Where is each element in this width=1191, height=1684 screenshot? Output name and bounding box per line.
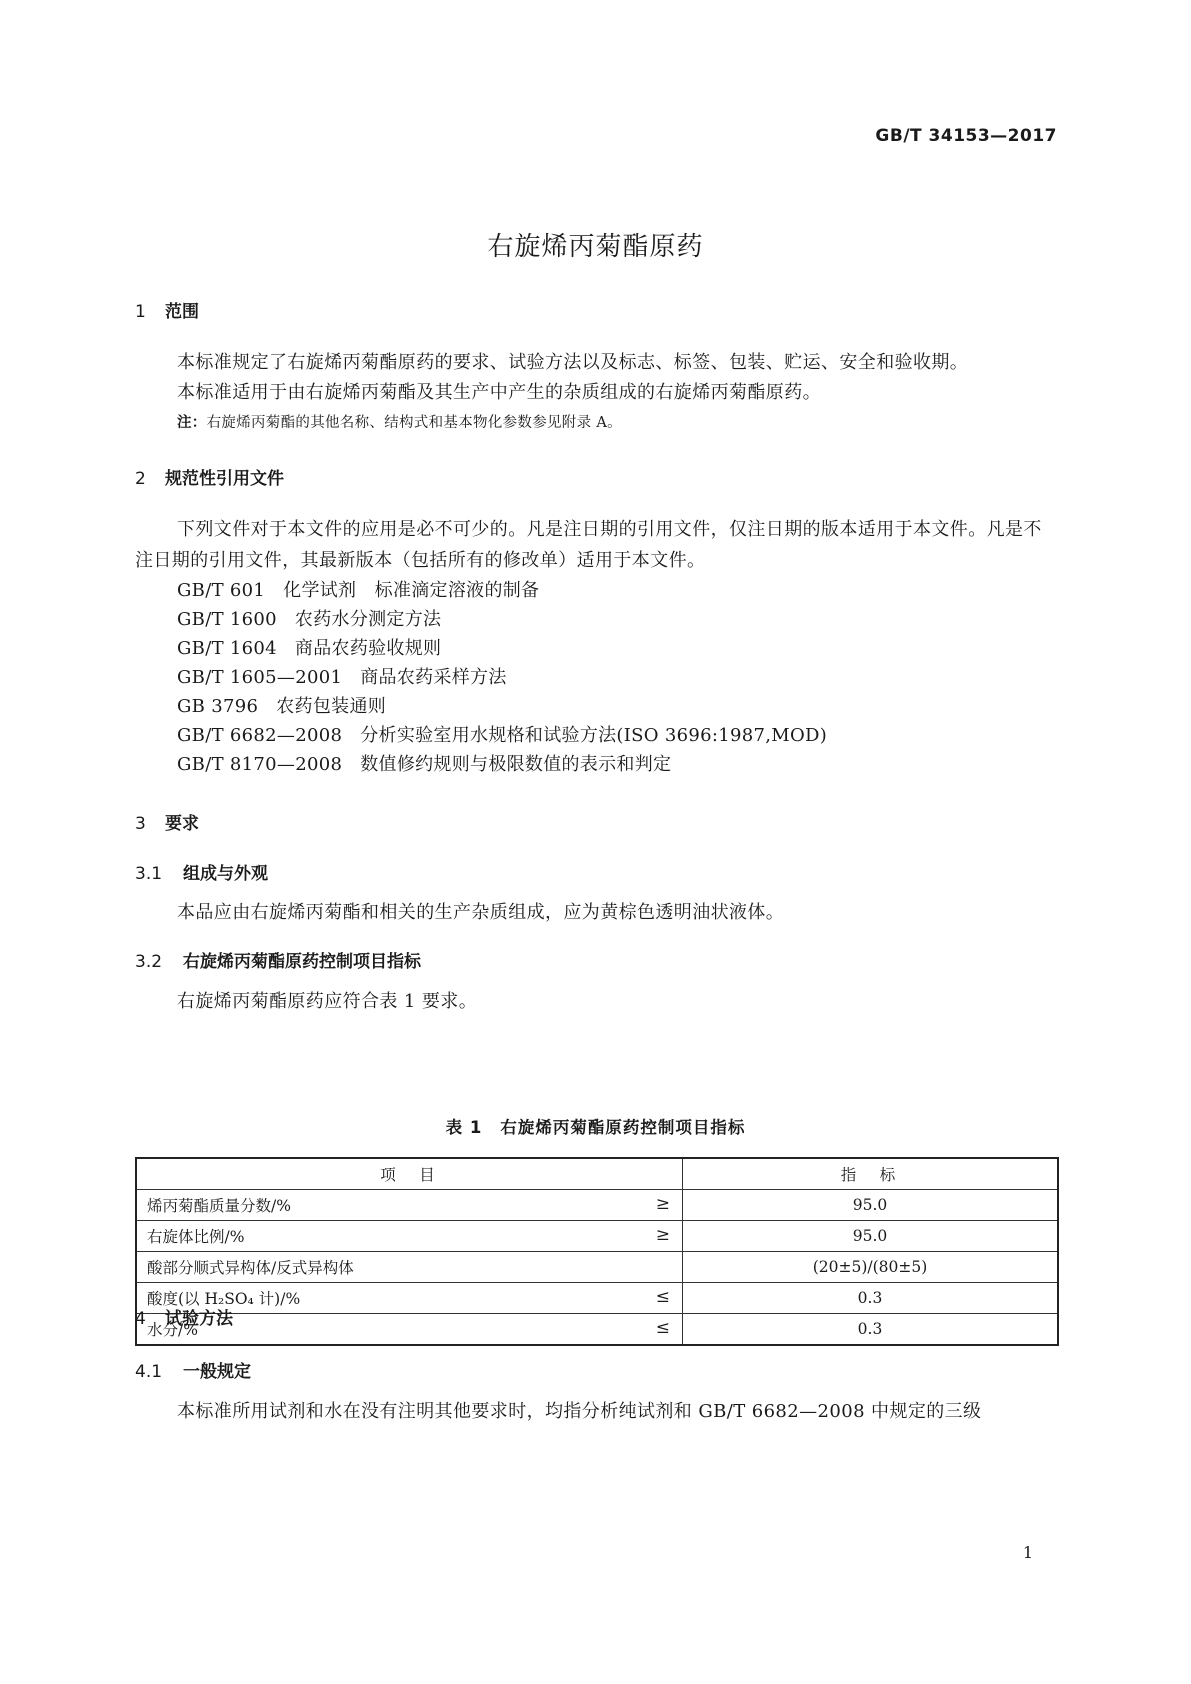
reference-code: GB/T 6682—2008 [177,725,343,746]
reference-item [177,721,827,747]
subsection-title: 组成与外观 [183,864,268,884]
section-3-2-heading [135,947,421,972]
table-row [136,1221,1058,1252]
row-value: 0.3 [683,1314,1059,1346]
row-item [136,1252,683,1283]
spec-table [135,1157,1059,1346]
section-1-heading [135,297,199,322]
row-item [136,1221,683,1252]
row-value: 95.0 [683,1221,1059,1252]
section-1-note [177,411,622,432]
reference-item [177,692,386,718]
section-number: 1 [135,302,146,322]
section-2-paragraph: 下列文件对于本文件的应用是必不可少的。凡是注日期的引用文件，仅注日期的版本适用于本文件。凡是不注日期的引用文件，其最新版本（包括所有的修改单）适用于本文件。 [135,519,1042,571]
table-row [136,1252,1058,1283]
table-header-row [136,1158,1058,1190]
operator-symbol: ≥ [655,1225,670,1245]
reference-title: 农药水分测定方法 [294,609,442,630]
reference-code: GB 3796 [177,696,259,717]
subsection-title: 一般规定 [183,1362,251,1382]
reference-code: GB/T 1600 [177,609,277,630]
row-value: (20±5)/(80±5) [683,1252,1059,1283]
section-number: 2 [135,469,146,489]
reference-item [177,634,441,660]
section-1-paragraph-2: 本标准适用于由右旋烯丙菊酯及其生产中产生的杂质组成的右旋烯丙菊酯原药。 [177,382,821,403]
section-3-2-paragraph: 右旋烯丙菊酯原药应符合表 1 要求。 [177,991,478,1012]
subsection-title: 右旋烯丙菊酯原药控制项目指标 [183,952,421,972]
reference-title: 数值修约规则与极限数值的表示和判定 [360,754,672,775]
section-number: 3 [135,814,146,834]
section-4-heading [135,1304,233,1329]
subsection-number: 3.1 [135,864,163,884]
item-label: 酸部分顺式异构体/反式异构体 [147,1259,354,1277]
section-title: 要求 [165,814,199,834]
section-title: 试验方法 [165,1309,233,1329]
section-4-1-paragraph: 本标准所用试剂和水在没有注明其他要求时，均指分析纯试剂和 GB/T 6682—2008 中规定的三级 [177,1401,982,1422]
item-label: 烯丙菊酯质量分数/% [147,1197,291,1215]
operator-symbol: ≥ [655,1194,670,1214]
section-number: 4 [135,1309,146,1329]
operator-symbol: ≤ [655,1287,670,1307]
table-row [136,1314,1058,1346]
row-item [136,1190,683,1221]
reference-title: 农药包装通则 [276,696,387,717]
note-text: 右旋烯丙菊酯的其他名称、结构式和基本物化参数参见附录 A。 [206,415,622,431]
table-row [136,1283,1058,1314]
reference-code: GB/T 8170—2008 [177,754,343,775]
table-number: 表 1 [445,1118,483,1137]
table-row [136,1190,1058,1221]
reference-item [177,605,441,631]
header-item: 项 目 [136,1158,683,1190]
reference-item [177,750,671,776]
header-value: 指 标 [683,1158,1059,1190]
item-label: 酸度(以 H₂SO₄ 计)/% [147,1290,301,1308]
reference-code: GB/T 601 [177,580,266,601]
row-value: 0.3 [683,1283,1059,1314]
reference-title: 分析实验室用水规格和试验方法(ISO 3696:1987,MOD) [360,725,828,746]
note-label: 注： [177,415,207,431]
section-3-1-heading [135,859,268,884]
subsection-number: 3.2 [135,952,163,972]
reference-code: GB/T 1605—2001 [177,667,343,688]
section-3-1-paragraph: 本品应由右旋烯丙菊酯和相关的生产杂质组成，应为黄棕色透明油状液体。 [177,902,785,923]
subsection-number: 4.1 [135,1362,163,1382]
document-title: 右旋烯丙菊酯原药 [487,232,704,262]
operator-symbol: ≤ [655,1318,670,1338]
section-title: 规范性引用文件 [165,469,284,489]
item-label: 水分/% [147,1321,198,1339]
reference-code: GB/T 1604 [177,638,277,659]
section-2-heading [135,464,284,489]
row-value: 95.0 [683,1190,1059,1221]
reference-title: 商品农药采样方法 [360,667,507,688]
standard-code: GB/T 34153—2017 [875,126,1057,146]
reference-item [177,576,539,602]
section-4-1-heading [135,1357,251,1382]
table-caption [0,1114,1191,1138]
section-title: 范围 [165,302,199,322]
reference-item [177,663,507,689]
reference-title: 化学试剂 标准滴定溶液的制备 [283,580,540,601]
section-1-paragraph-1: 本标准规定了右旋烯丙菊酯原药的要求、试验方法以及标志、标签、包装、贮运、安全和验收期。 [177,352,969,373]
reference-title: 商品农药验收规则 [294,638,442,659]
page-number: 1 [1022,1543,1033,1562]
table-title: 右旋烯丙菊酯原药控制项目指标 [500,1118,746,1137]
section-3-heading [135,809,199,834]
item-label: 右旋体比例/% [147,1228,245,1246]
